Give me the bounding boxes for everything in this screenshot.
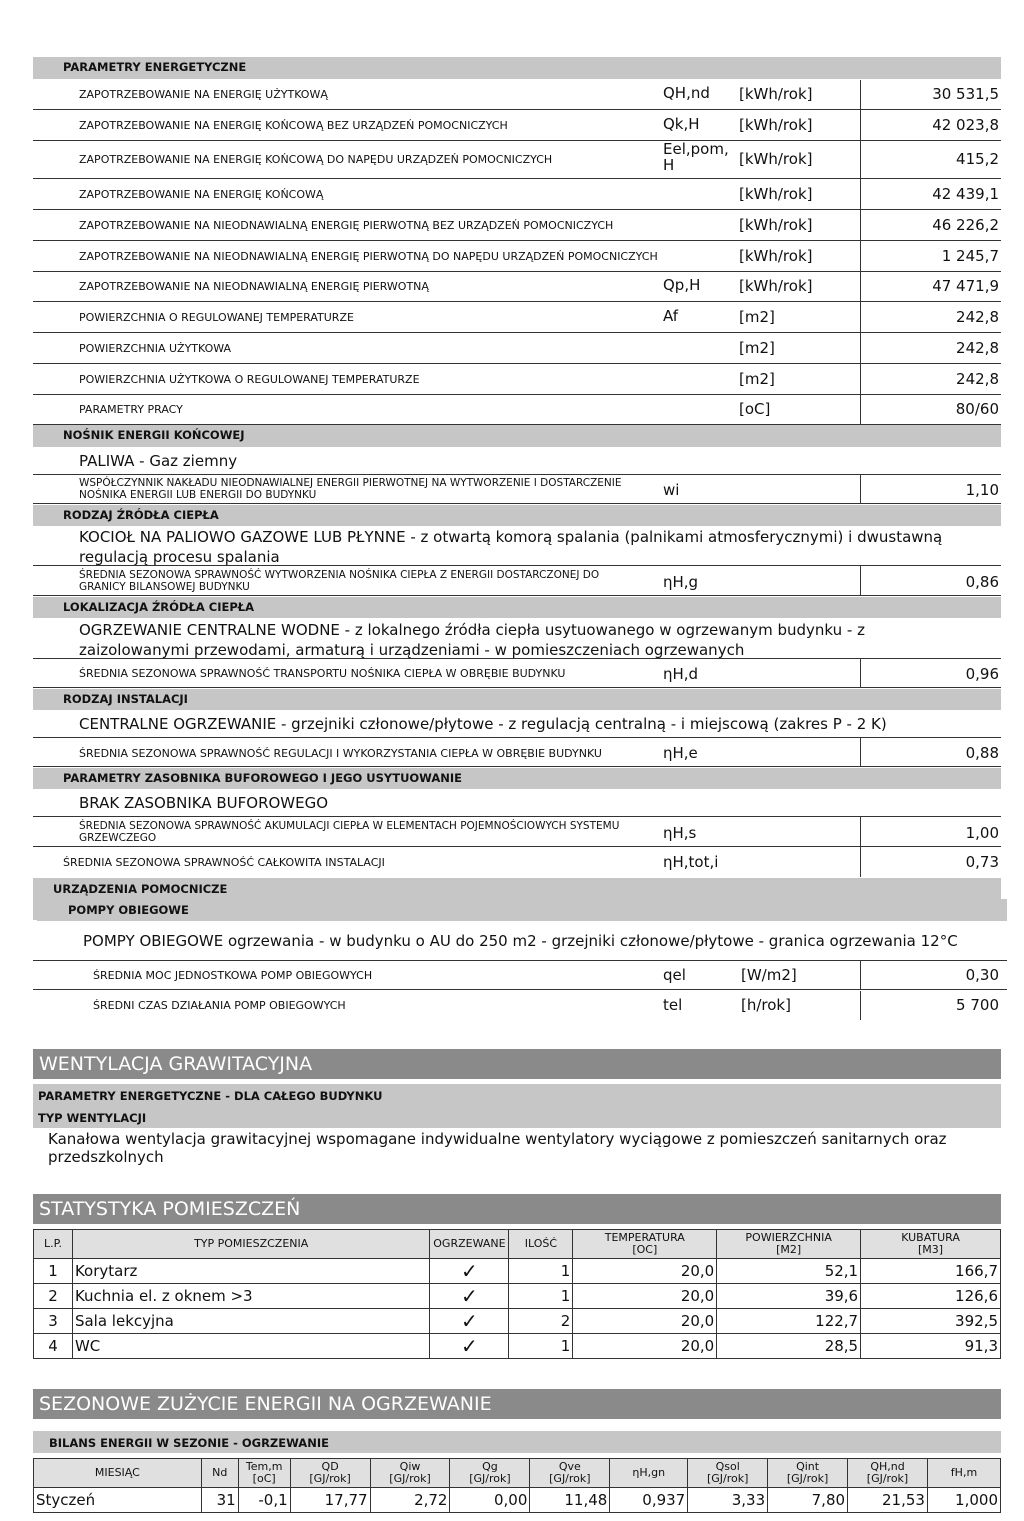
- section-header-energy-carrier: [33, 425, 1001, 447]
- row-label: ŚREDNIA SEZONOWA SPRAWNOŚĆ AKUMULACJI CIEPŁA W ELEMENTACH POJEMNOŚCIOWYCH SYSTEMU GRZEWCZEGO: [79, 820, 620, 844]
- row-symbol: QH,nd: [663, 84, 710, 102]
- divider: [860, 364, 861, 394]
- seasonal-subheader: [33, 1431, 1001, 1453]
- divider: [860, 395, 861, 424]
- row-label: ŚREDNIA SEZONOWA SPRAWNOŚĆ REGULACJI I WYKORZYSTANIA CIEPŁA W OBRĘBIE BUDYNKU: [79, 747, 602, 760]
- installation-row: [33, 737, 1001, 767]
- section-header-label: PARAMETRY ZASOBNIKA BUFOROWEGO I JEGO USYTUOWANIE: [63, 771, 463, 785]
- carrier-row: [33, 474, 1001, 504]
- row-symbol: tel: [663, 996, 683, 1014]
- row-label: ŚREDNI CZAS DZIAŁANIA POMP OBIEGOWYCH: [93, 999, 346, 1012]
- check-icon: ✓: [430, 1259, 509, 1284]
- row-value: 0,73: [965, 853, 999, 871]
- rooms-title: STATYSTYKA POMIESZCZEŃ: [33, 1194, 1001, 1224]
- section-header-energy-params: [33, 57, 1001, 79]
- table-row: [34, 1309, 1001, 1334]
- table-cell: 20,0: [573, 1309, 717, 1334]
- divider: [860, 991, 861, 1020]
- table-cell: 21,53: [848, 1488, 928, 1513]
- row-label: ZAPOTRZEBOWANIE NA ENERGIĘ UŻYTKOWĄ: [79, 88, 328, 101]
- energy-param-row: [33, 210, 1001, 241]
- row-label: ZAPOTRZEBOWANIE NA NIEODNAWIALNĄ ENERGIĘ PIERWOTNĄ: [79, 280, 429, 293]
- table-cell: 17,77: [290, 1488, 370, 1513]
- table-cell: 0,00: [450, 1488, 530, 1513]
- row-unit: [m2]: [739, 308, 775, 326]
- row-label: ZAPOTRZEBOWANIE NA NIEODNAWIALNĄ ENERGIĘ PIERWOTNĄ BEZ URZĄDZEŃ POMOCNICZYCH: [79, 219, 614, 232]
- row-value: 30 531,5: [932, 85, 999, 103]
- column-header: TEMPERATURA [OC]: [573, 1230, 717, 1259]
- table-cell: 91,3: [861, 1334, 1001, 1359]
- column-header: Qg [GJ/rok]: [450, 1459, 530, 1488]
- row-unit: [kWh/rok]: [739, 247, 813, 265]
- heat-source-description: KOCIOŁ NA PALIOWO GAZOWE LUB PŁYNNE - z otwartą komorą spalania (palnikami atmosferycznymi) i dwustawną regulacją procesu spalania: [79, 528, 943, 566]
- row-unit: [kWh/rok]: [739, 85, 813, 103]
- column-header: TYP POMIESZCZENIA: [72, 1230, 429, 1259]
- row-symbol: wi: [663, 481, 680, 499]
- row-symbol: ηH,d: [663, 665, 699, 683]
- row-unit: [m2]: [739, 339, 775, 357]
- table-cell: 1: [34, 1259, 73, 1284]
- row-label: ŚREDNIA MOC JEDNOSTKOWA POMP OBIEGOWYCH: [93, 969, 373, 982]
- section-header-installation-type: [33, 689, 1001, 710]
- column-header: Qsol [GJ/rok]: [688, 1459, 768, 1488]
- divider: [860, 738, 861, 766]
- table-cell: 20,0: [573, 1259, 717, 1284]
- ventilation-title: WENTYLACJA GRAWITACYJNA: [33, 1049, 1001, 1079]
- energy-param-row: [33, 80, 1001, 110]
- table-cell: -0,1: [238, 1488, 290, 1513]
- row-label: POWIERZCHNIA UŻYTKOWA: [79, 342, 232, 355]
- row-unit: [kWh/rok]: [739, 277, 813, 295]
- row-unit: [m2]: [739, 370, 775, 388]
- seasonal-table: [33, 1458, 1001, 1513]
- row-symbol: Eel,pom, H: [663, 140, 729, 174]
- column-header: Nd: [201, 1459, 238, 1488]
- divider: [860, 141, 861, 178]
- row-label: POWIERZCHNIA O REGULOWANEJ TEMPERATURZE: [79, 311, 354, 324]
- installation-description: CENTRALNE OGRZEWANIE - grzejniki członowe/płytowe - z regulacją centralną - i miejscową (zakres P - 2 K): [79, 715, 887, 733]
- row-value: 0,86: [965, 573, 999, 591]
- table-cell: 1: [509, 1284, 573, 1309]
- divider: [860, 179, 861, 209]
- row-unit: [kWh/rok]: [739, 216, 813, 234]
- check-icon: ✓: [430, 1284, 509, 1309]
- pump-row: [33, 961, 1007, 990]
- row-value: 242,8: [956, 308, 999, 326]
- pumps-description: POMPY OBIEGOWE ogrzewania - w budynku o AU do 250 m2 - grzejniki członowe/płytowe - granica ogrzewania 12°C: [83, 932, 958, 950]
- section-header-label: RODZAJ ŹRÓDŁA CIEPŁA: [63, 508, 219, 522]
- row-unit: [kWh/rok]: [739, 116, 813, 134]
- check-icon: ✓: [430, 1334, 509, 1359]
- section-header-label: RODZAJ INSTALACJI: [63, 692, 188, 706]
- table-cell: 20,0: [573, 1334, 717, 1359]
- table-cell: 122,7: [717, 1309, 861, 1334]
- seasonal-table-header: [34, 1459, 1001, 1488]
- table-cell: 28,5: [717, 1334, 861, 1359]
- row-value: 0,96: [965, 665, 999, 683]
- column-header: QD [GJ/rok]: [290, 1459, 370, 1488]
- rooms-table-header: [34, 1230, 1001, 1259]
- table-row: [34, 1259, 1001, 1284]
- table-cell: 31: [201, 1488, 238, 1513]
- ventilation-type-description: Kanałowa wentylacja grawitacyjnej wspomagane indywidualne wentylatory wyciągowe z pomieszczeń sanitarnych oraz przedszkolnych: [48, 1130, 947, 1166]
- divider: [860, 302, 861, 332]
- row-symbol: ηH,e: [663, 744, 698, 762]
- row-unit: [h/rok]: [741, 996, 791, 1014]
- row-value: 242,8: [956, 339, 999, 357]
- column-header: KUBATURA [M3]: [861, 1230, 1001, 1259]
- divider: [860, 210, 861, 240]
- table-cell: Styczeń: [34, 1488, 202, 1513]
- row-value: 0,30: [965, 966, 999, 984]
- table-cell: WC: [72, 1334, 429, 1359]
- pump-row: [33, 991, 1007, 1020]
- row-unit: [kWh/rok]: [739, 150, 813, 168]
- divider: [860, 961, 861, 989]
- energy-param-row: [33, 333, 1001, 364]
- row-label: ZAPOTRZEBOWANIE NA ENERGIĘ KOŃCOWĄ: [79, 188, 324, 201]
- check-icon: ✓: [430, 1309, 509, 1334]
- divider: [860, 272, 861, 301]
- divider: [860, 659, 861, 687]
- table-cell: 7,80: [768, 1488, 848, 1513]
- row-value: 1,00: [965, 824, 999, 842]
- divider: [860, 566, 861, 595]
- section-header-label: PARAMETRY ENERGETYCZNE: [63, 60, 247, 74]
- column-header: ILOŚĆ: [509, 1230, 573, 1259]
- row-symbol: ηH,tot,i: [663, 853, 719, 871]
- row-symbol: ηH,g: [663, 573, 699, 591]
- ventilation-params-label: PARAMETRY ENERGETYCZNE - DLA CAŁEGO BUDYNKU: [38, 1089, 383, 1103]
- table-cell: 1,000: [927, 1488, 1000, 1513]
- source-location-row: [33, 658, 1001, 688]
- row-value: 1 245,7: [941, 247, 999, 265]
- energy-param-row: [33, 302, 1001, 333]
- energy-param-row: [33, 272, 1001, 302]
- table-cell: 166,7: [861, 1259, 1001, 1284]
- column-header: MIESIĄC: [34, 1459, 202, 1488]
- column-header: Qiw [GJ/rok]: [370, 1459, 450, 1488]
- table-cell: 3,33: [688, 1488, 768, 1513]
- energy-param-row: [33, 141, 1001, 179]
- column-header: Qve [GJ/rok]: [530, 1459, 610, 1488]
- source-location-description: OGRZEWANIE CENTRALNE WODNE - z lokalnego źródła ciepła usytuowanego w ogrzewanym budynku - z zaizolowanymi przewodami, armaturą i urządzeniami - w pomieszczeniach ogrzewanych: [79, 621, 865, 659]
- divider: [860, 475, 861, 503]
- row-unit: [W/m2]: [741, 966, 797, 984]
- table-cell: Korytarz: [72, 1259, 429, 1284]
- table-cell: 126,6: [861, 1284, 1001, 1309]
- energy-param-row: [33, 395, 1001, 425]
- divider: [860, 847, 861, 877]
- table-cell: 52,1: [717, 1259, 861, 1284]
- table-cell: 3: [34, 1309, 73, 1334]
- table-cell: 2: [34, 1284, 73, 1309]
- divider: [860, 817, 861, 846]
- row-label: ŚREDNIA SEZONOWA SPRAWNOŚĆ CAŁKOWITA INSTALACJI: [63, 856, 385, 869]
- table-row: [34, 1488, 1001, 1513]
- energy-param-row: [33, 241, 1001, 272]
- buffer-tank-description: BRAK ZASOBNIKA BUFOROWEGO: [79, 794, 329, 812]
- row-value: 5 700: [956, 996, 999, 1014]
- divider: [860, 333, 861, 363]
- section-header-buffer-tank: [33, 768, 1001, 789]
- rooms-table: [33, 1229, 1001, 1359]
- row-value: 1,10: [965, 481, 999, 499]
- row-label: POWIERZCHNIA UŻYTKOWA O REGULOWANEJ TEMPERATURZE: [79, 373, 420, 386]
- seasonal-title: SEZONOWE ZUŻYCIE ENERGII NA OGRZEWANIE: [33, 1389, 1001, 1419]
- column-header: Qint [GJ/rok]: [768, 1459, 848, 1488]
- table-cell: 392,5: [861, 1309, 1001, 1334]
- divider: [860, 241, 861, 271]
- heat-source-row: [33, 565, 1001, 596]
- column-header: ηH,gn: [610, 1459, 688, 1488]
- ventilation-subheaders: [33, 1084, 1001, 1128]
- table-row: [34, 1284, 1001, 1309]
- energy-param-row: [33, 110, 1001, 141]
- row-value: 0,88: [965, 744, 999, 762]
- row-label: ZAPOTRZEBOWANIE NA NIEODNAWIALNĄ ENERGIĘ PIERWOTNĄ DO NAPĘDU URZĄDZEŃ POMOCNICZYCH: [79, 250, 658, 263]
- pumps-label: POMPY OBIEGOWE: [68, 903, 189, 917]
- table-cell: Kuchnia el. z oknem >3: [72, 1284, 429, 1309]
- table-cell: 0,937: [610, 1488, 688, 1513]
- energy-param-row: [33, 179, 1001, 210]
- ventilation-type-label: TYP WENTYLACJI: [38, 1111, 147, 1125]
- section-header-source-location: [33, 597, 1001, 618]
- row-symbol: ηH,s: [663, 824, 697, 842]
- table-cell: 11,48: [530, 1488, 610, 1513]
- section-header-label: NOŚNIK ENERGII KOŃCOWEJ: [63, 428, 245, 442]
- total-efficiency-row: [33, 847, 1001, 877]
- row-label: ZAPOTRZEBOWANIE NA ENERGIĘ KOŃCOWĄ DO NAPĘDU URZĄDZEŃ POMOCNICZYCH: [79, 153, 553, 166]
- row-symbol: Af: [663, 307, 679, 325]
- row-value: 46 226,2: [932, 216, 999, 234]
- row-label: ZAPOTRZEBOWANIE NA ENERGIĘ KOŃCOWĄ BEZ URZĄDZEŃ POMOCNICZYCH: [79, 119, 508, 132]
- buffer-tank-row: [33, 816, 1001, 847]
- row-unit: [oC]: [739, 400, 771, 418]
- table-cell: Sala lekcyjna: [72, 1309, 429, 1334]
- table-cell: 1: [509, 1259, 573, 1284]
- divider: [860, 80, 861, 109]
- row-label: WSPÓŁCZYNNIK NAKŁADU NIEODNAWIALNEJ ENERGII PIERWOTNEJ NA WYTWORZENIE I DOSTARCZENIE NOŚNIKA ENERGII LUB ENERGII DO BUDYNKU: [79, 477, 622, 501]
- row-value: 42 439,1: [932, 185, 999, 203]
- column-header: L.P.: [34, 1230, 73, 1259]
- section-header-heat-source: [33, 505, 1001, 526]
- row-symbol: qel: [663, 966, 686, 984]
- row-value: 80/60: [955, 400, 999, 418]
- seasonal-subheader-label: BILANS ENERGII W SEZONIE - OGRZEWANIE: [49, 1436, 329, 1450]
- pumps-header: [37, 899, 1007, 921]
- column-header: QH,nd [GJ/rok]: [848, 1459, 928, 1488]
- table-row: [34, 1334, 1001, 1359]
- column-header: OGRZEWANE: [430, 1230, 509, 1259]
- table-cell: 2,72: [370, 1488, 450, 1513]
- table-cell: 4: [34, 1334, 73, 1359]
- column-header: POWIERZCHNIA [M2]: [717, 1230, 861, 1259]
- divider: [860, 110, 861, 140]
- row-value: 242,8: [956, 370, 999, 388]
- table-cell: 2: [509, 1309, 573, 1334]
- row-label: ŚREDNIA SEZONOWA SPRAWNOŚĆ WYTWORZENIA NOŚNIKA CIEPŁA Z ENERGII DOSTARCZONEJ DO GRANICY BILANSOWEJ BUDYNKU: [79, 569, 600, 593]
- row-label: PARAMETRY PRACY: [79, 403, 183, 416]
- aux-devices-label: URZĄDZENIA POMOCNICZE: [53, 882, 228, 896]
- column-header: Tem,m [oC]: [238, 1459, 290, 1488]
- row-value: 415,2: [956, 150, 999, 168]
- carrier-description: PALIWA - Gaz ziemny: [79, 452, 238, 470]
- column-header: fH,m: [927, 1459, 1000, 1488]
- table-cell: 1: [509, 1334, 573, 1359]
- row-symbol: Qk,H: [663, 115, 700, 133]
- table-cell: 39,6: [717, 1284, 861, 1309]
- row-unit: [kWh/rok]: [739, 185, 813, 203]
- row-value: 42 023,8: [932, 116, 999, 134]
- row-label: ŚREDNIA SEZONOWA SPRAWNOŚĆ TRANSPORTU NOŚNIKA CIEPŁA W OBRĘBIE BUDYNKU: [79, 667, 566, 680]
- table-cell: 20,0: [573, 1284, 717, 1309]
- section-header-label: LOKALIZACJA ŹRÓDŁA CIEPŁA: [63, 600, 255, 614]
- energy-param-row: [33, 364, 1001, 395]
- row-symbol: Qp,H: [663, 276, 701, 294]
- row-value: 47 471,9: [932, 277, 999, 295]
